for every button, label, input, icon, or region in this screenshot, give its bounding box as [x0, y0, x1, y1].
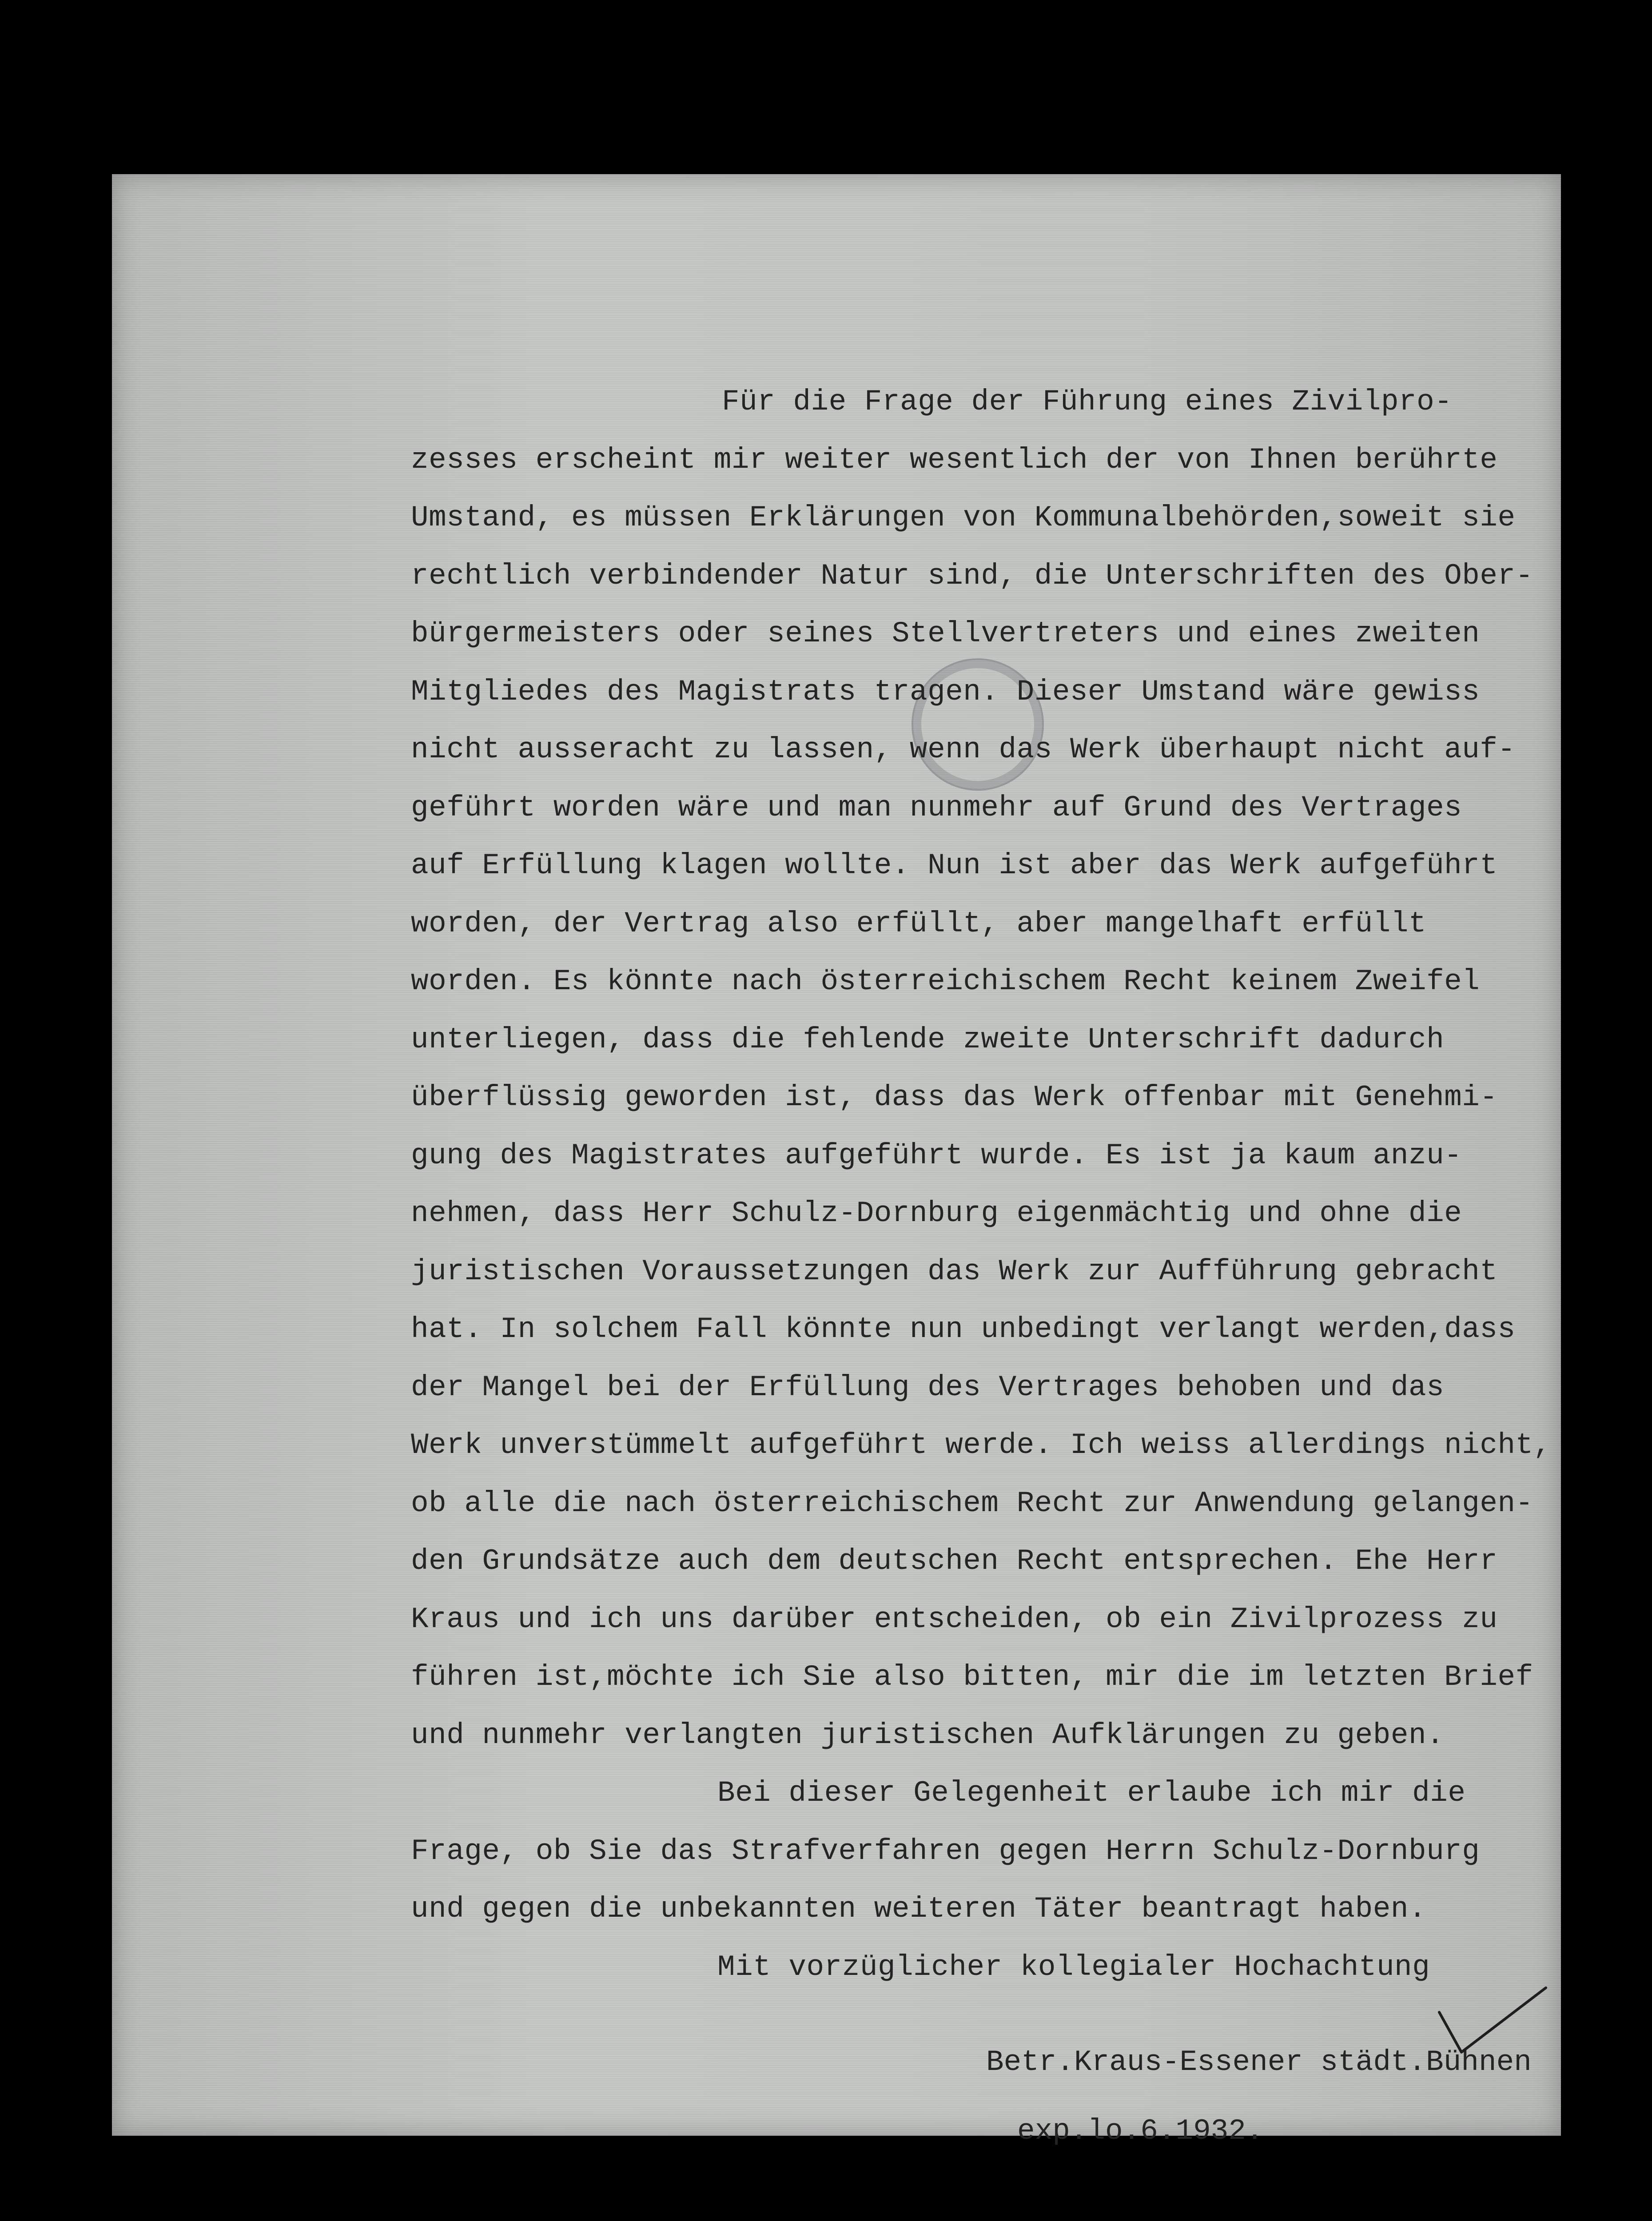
dispatch-date: exp.lo.6.1932. — [1017, 2114, 1264, 2148]
handwritten-checkmark-icon — [1435, 1986, 1550, 2057]
letter-line: Frage, ob Sie das Strafverfahren gegen Herrn Schulz-Dornburg — [411, 1834, 1480, 1868]
letter-line: Für die Frage der Führung eines Zivilpro- — [722, 385, 1453, 418]
letter-line: rechtlich verbindender Natur sind, die Unterschriften des Ober- — [411, 559, 1533, 593]
letter-line: Bei dieser Gelegenheit erlaube ich mir die — [717, 1776, 1466, 1810]
letter-line: überflüssig geworden ist, dass das Werk offenbar mit Genehmi- — [411, 1081, 1498, 1114]
letter-line: hat. In solchem Fall könnte nun unbedingt verlangt werden,dass — [411, 1313, 1516, 1346]
letter-line: der Mangel bei der Erfüllung des Vertrages behoben und das — [411, 1370, 1445, 1404]
letter-line: nicht ausseracht zu lassen, wenn das Werk überhaupt nicht auf- — [411, 733, 1516, 766]
letter-line: ob alle die nach österreichischem Recht zur Anwendung gelangen- — [411, 1486, 1533, 1520]
letter-line: Kraus und ich uns darüber entscheiden, ob ein Zivilprozess zu — [411, 1602, 1498, 1636]
letter-body — [411, 373, 1557, 1996]
letter-line: und gegen die unbekannten weiteren Täter beantragt haben. — [411, 1892, 1427, 1926]
letter-line: unterliegen, dass die fehlende zweite Unterschrift dadurch — [411, 1023, 1445, 1056]
letter-line: geführt worden wäre und man nunmehr auf Grund des Vertrages — [411, 791, 1462, 824]
letter-line: bürgermeisters oder seines Stellvertreters und eines zweiten — [411, 617, 1480, 650]
letter-line: Werk unverstümmelt aufgeführt werde. Ich weiss allerdings nicht, — [411, 1429, 1551, 1462]
letter-line: führen ist,möchte ich Sie also bitten, mir die im letzten Brief — [411, 1660, 1533, 1694]
letter-line: nehmen, dass Herr Schulz-Dornburg eigenmächtig und ohne die — [411, 1197, 1462, 1230]
letter-line: und nunmehr verlangten juristischen Aufklärungen zu geben. — [411, 1718, 1445, 1752]
closing-salutation: Mit vorzüglicher kollegialer Hochachtung — [717, 1950, 1430, 1984]
letter-line: den Grundsätze auch dem deutschen Recht entsprechen. Ehe Herr — [411, 1544, 1498, 1578]
letter-line: Umstand, es müssen Erklärungen von Kommunalbehörden,soweit sie — [411, 501, 1516, 534]
letter-line: Mitgliedes des Magistrats tragen. Dieser Umstand wäre gewiss — [411, 675, 1480, 708]
letter-line: juristischen Voraussetzungen das Werk zur Aufführung gebracht — [411, 1254, 1498, 1288]
letter-line: auf Erfüllung klagen wollte. Nun ist aber das Werk aufgeführt — [411, 849, 1498, 882]
letter-line: worden, der Vertrag also erfüllt, aber mangelhaft erfüllt — [411, 907, 1427, 940]
letter-line: worden. Es könnte nach österreichischem Recht keinem Zweifel — [411, 965, 1480, 998]
letter-line: zesses erscheint mir weiter wesentlich der von Ihnen berührte — [411, 443, 1498, 477]
reference-line: Betr.Kraus-Essener städt.Bühnen — [986, 2046, 1532, 2079]
letter-line: gung des Magistrates aufgeführt wurde. Es ist ja kaum anzu- — [411, 1138, 1462, 1172]
